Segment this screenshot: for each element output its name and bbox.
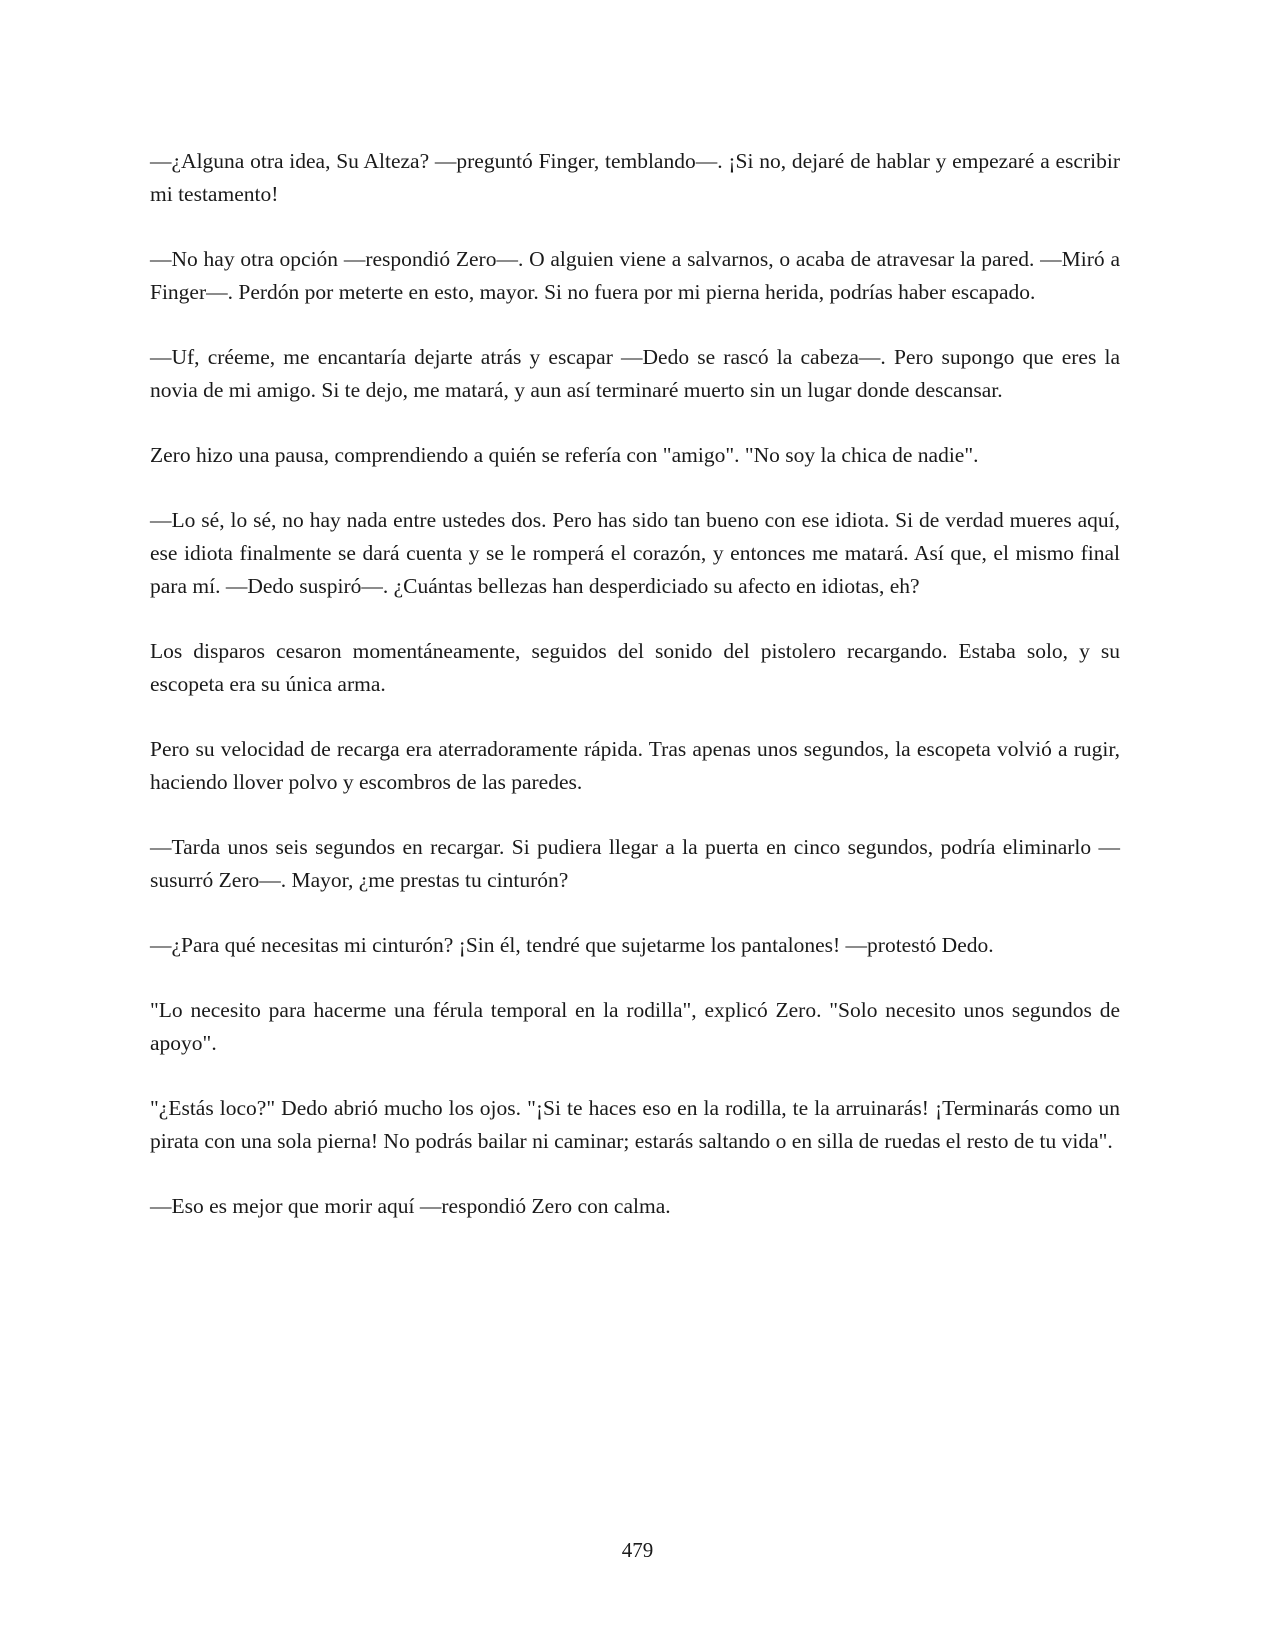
paragraph: —¿Alguna otra idea, Su Alteza? —preguntó Finger, temblando—. ¡Si no, dejaré de hablar y empezaré a escribir mi testamento!	[150, 149, 1120, 206]
paragraph: —Uf, créeme, me encantaría dejarte atrás y escapar —Dedo se rascó la cabeza—. Pero supongo que eres la novia de mi amigo. Si te dejo, me matará, y aun así terminaré muerto sin un lugar donde descansar.	[150, 345, 1120, 402]
paragraph: "¿Estás loco?" Dedo abrió mucho los ojos. "¡Si te haces eso en la rodilla, te la arruinarás! ¡Terminarás como un pirata con una sola pierna! No podrás bailar ni caminar; estarás saltando o en silla de ruedas el resto de tu vida".	[150, 1096, 1120, 1153]
paragraph: —Eso es mejor que morir aquí —respondió Zero con calma.	[150, 1194, 671, 1218]
paragraph: —Lo sé, lo sé, no hay nada entre ustedes dos. Pero has sido tan bueno con ese idiota. Si de verdad mueres aquí, ese idiota finalmente se dará cuenta y se le romperá el corazón, y entonces me matará. Así que, el mismo final para mí. —Dedo suspiró—. ¿Cuántas bellezas han desperdiciado su afecto en idiotas, eh?	[150, 508, 1120, 598]
page-number: 479	[621, 1538, 654, 1562]
paragraph: —Tarda unos seis segundos en recargar. Si pudiera llegar a la puerta en cinco segundos, podría eliminarlo —susurró Zero—. Mayor, ¿me prestas tu cinturón?	[150, 835, 1120, 892]
body-text	[150, 145, 1120, 1255]
paragraph: Los disparos cesaron momentáneamente, seguidos del sonido del pistolero recargando. Estaba solo, y su escopeta era su única arma.	[150, 639, 1120, 696]
paragraph: Zero hizo una pausa, comprendiendo a quién se refería con "amigo". "No soy la chica de nadie".	[150, 443, 979, 467]
paragraph: —No hay otra opción —respondió Zero—. O alguien viene a salvarnos, o acaba de atravesar la pared. —Miró a Finger—. Perdón por meterte en esto, mayor. Si no fuera por mi pierna herida, podrías haber escapado.	[150, 247, 1120, 304]
paragraph: Pero su velocidad de recarga era aterradoramente rápida. Tras apenas unos segundos, la escopeta volvió a rugir, haciendo llover polvo y escombros de las paredes.	[150, 737, 1120, 794]
paragraph: —¿Para qué necesitas mi cinturón? ¡Sin él, tendré que sujetarme los pantalones! —protestó Dedo.	[150, 933, 994, 957]
paragraph: "Lo necesito para hacerme una férula temporal en la rodilla", explicó Zero. "Solo necesito unos segundos de apoyo".	[150, 998, 1120, 1055]
